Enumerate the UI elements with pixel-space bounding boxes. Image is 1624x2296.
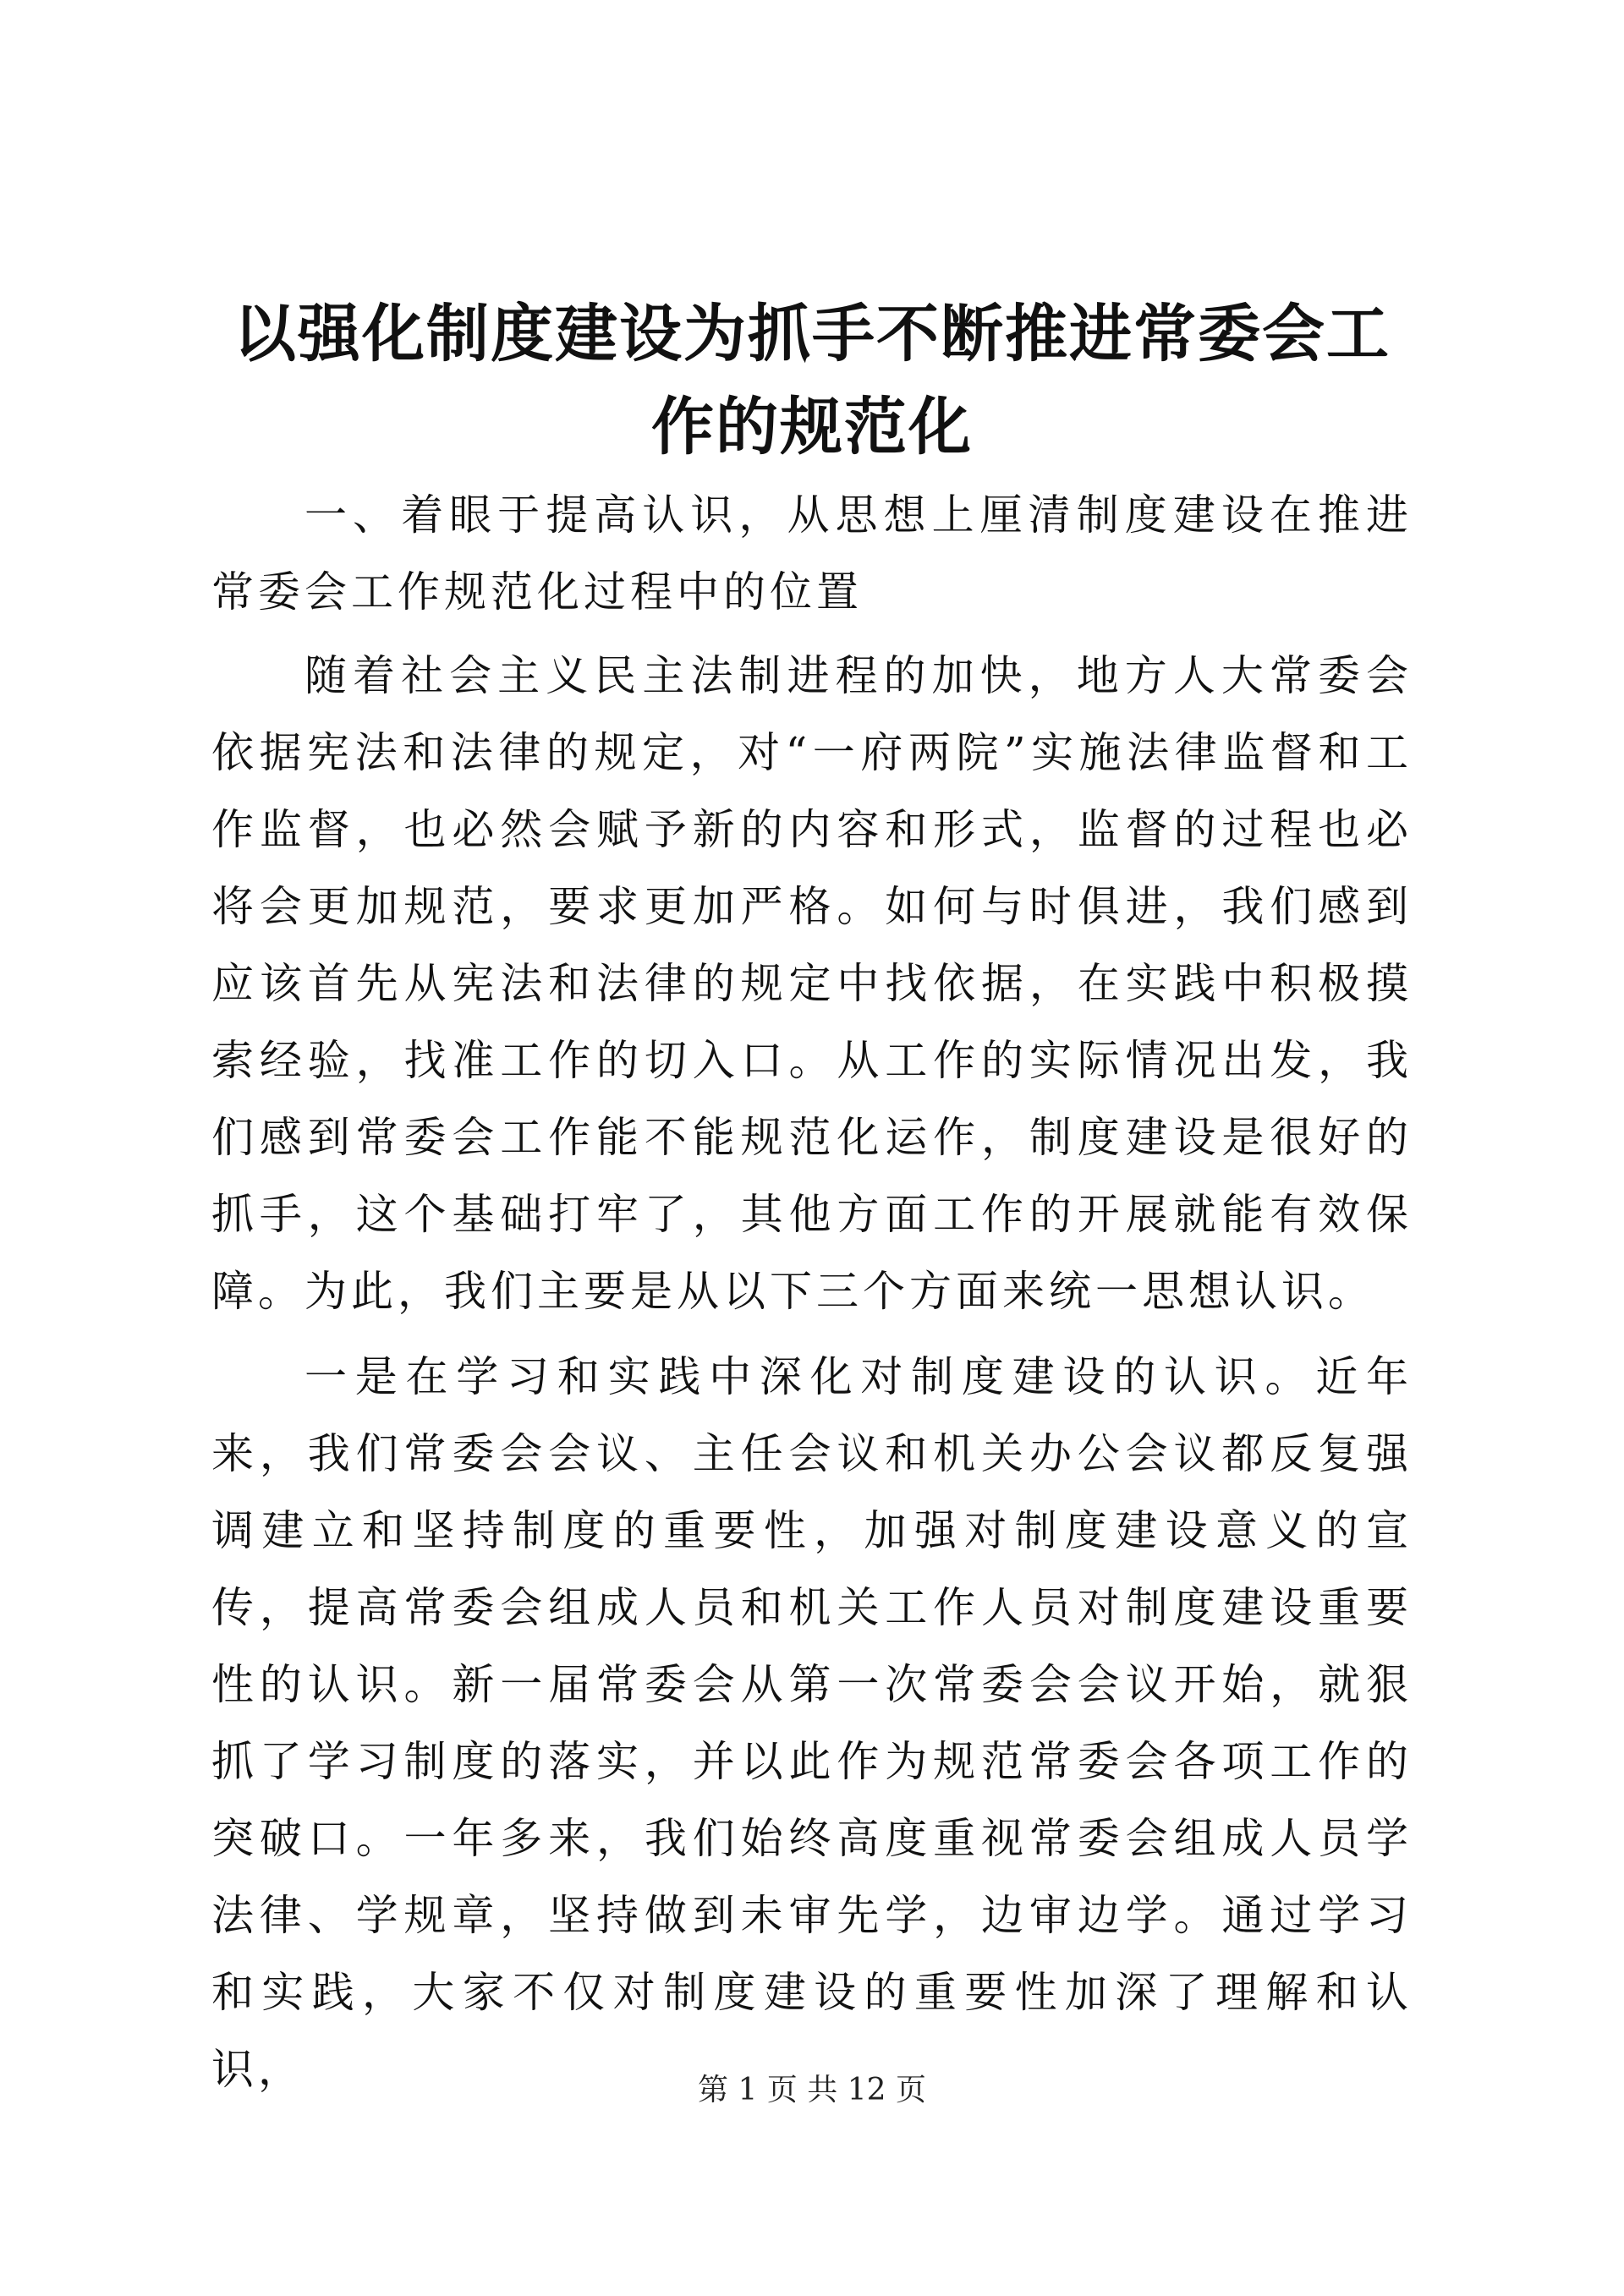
- paragraph-2: 一是在学习和实践中深化对制度建设的认识。近年来，我们常委会会议、主任会议和机关办公会议都反复强调建立和坚持制度的重要性，加强对制度建设意义的宣传，提高常委会组成人员和机关工作人员对制度建设重要性的认识。新一届常委会从第一次常委会会议开始，就狠抓了学习制度的落实，并以此作为规范常委会各项工作的突破口。一年多来，我们始终高度重视常委会组成人员学法律、学规章，坚持做到未审先学，边审边学。通过学习和实践，大家不仅对制度建设的重要性加深了理解和认识，: [211, 1352, 1413, 2094]
- document-body: [211, 288, 1413, 2108]
- section-heading: 一、着眼于提高认识，从思想上厘清制度建设在推进常委会工作规范化过程中的位置: [211, 490, 1413, 616]
- paragraph-1: 随着社会主义民主法制进程的加快，地方人大常委会依据宪法和法律的规定，对“一府两院”实施法律监督和工作监督，也必然会赋予新的内容和形式，监督的过程也必将会更加规范，要求更加严格。如何与时俱进，我们感到应该首先从宪法和法律的规定中找依据，在实践中积极摸索经验，找准工作的切入口。从工作的实际情况出发，我们感到常委会工作能不能规范化运作，制度建设是很好的抓手，这个基础打牢了，其他方面工作的开展就能有效保障。为此，我们主要是从以下三个方面来统一思想认识。: [211, 651, 1413, 1316]
- page-number-footer: 第 1 页 共 12 页: [698, 2073, 926, 2107]
- document-title: 以强化制度建设为抓手不断推进常委会工作的规范化: [233, 298, 1391, 463]
